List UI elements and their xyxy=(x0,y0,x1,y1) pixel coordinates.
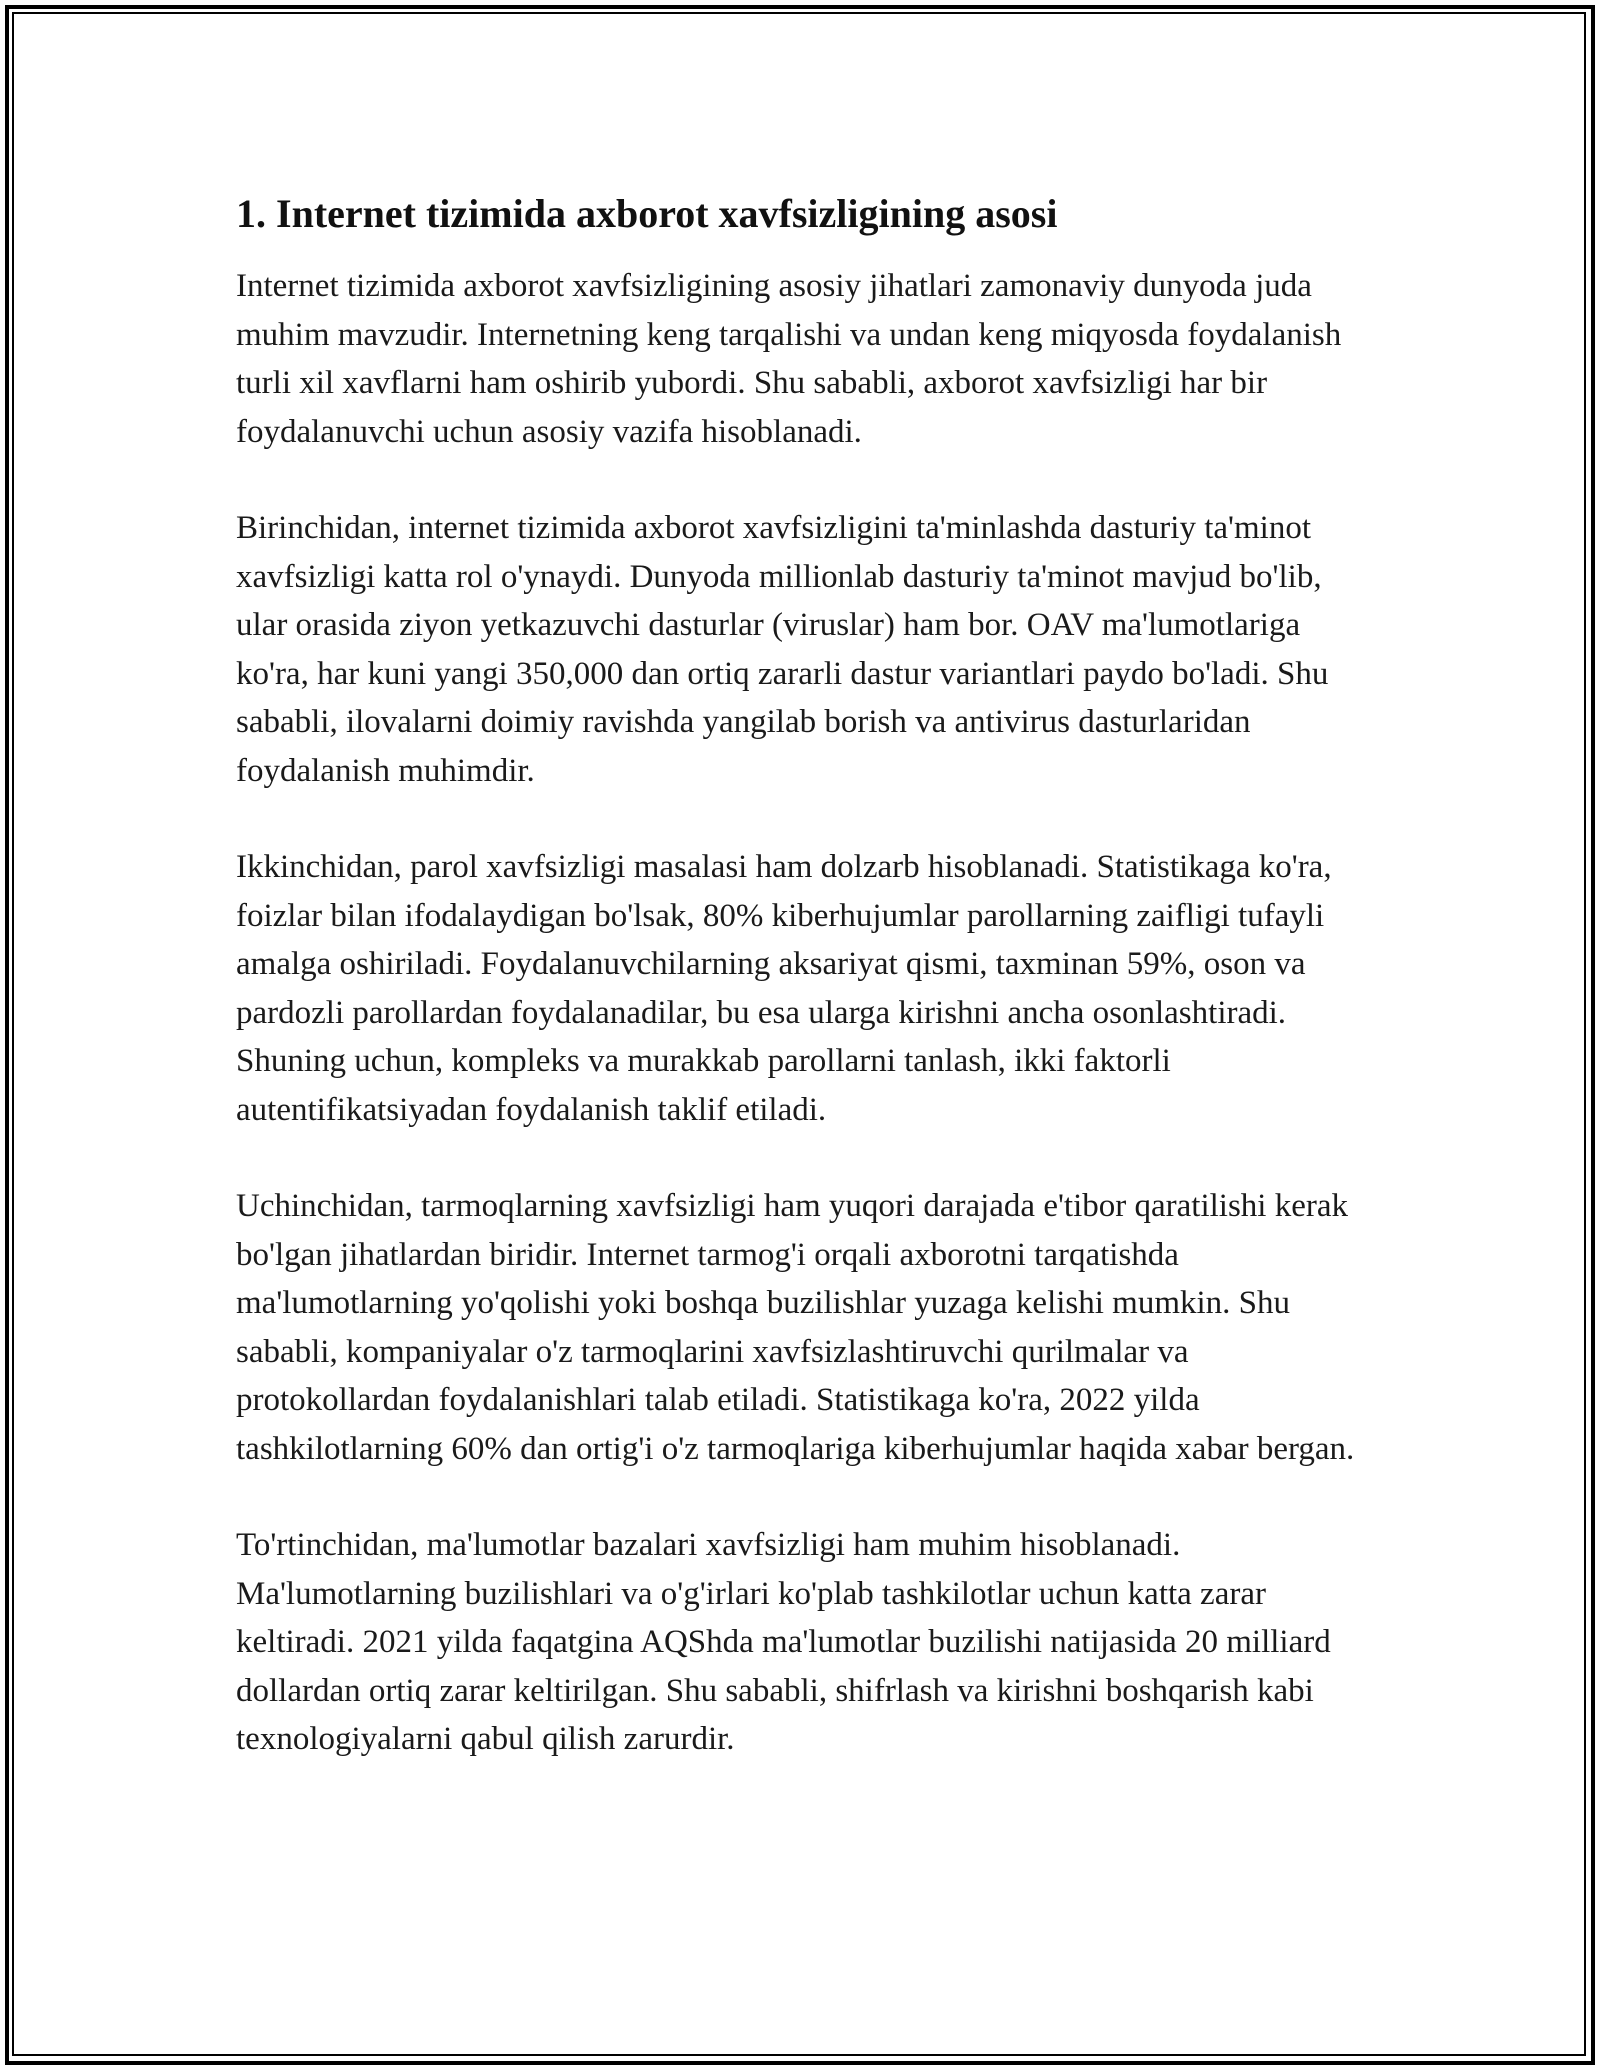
paragraph-database-security: To'rtinchidan, ma'lumotlar bazalari xavfsizligi ham muhim hisoblanadi. Ma'lumotlarning buzilishlari va o'g'irlari ko'plab tashkilotlar uchun katta zarar keltiradi. 2021 yilda faqatgina AQShda ma'lumotlar buzilishi natijasida 20 milliard dollardan ortiq zarar keltirilgan. Shu sababli, shifrlash va kirishni boshqarish kabi texnologiyalarni qabul qilish zarurdir. xyxy=(236,1527,1331,1757)
section-heading: 1. Internet tizimida axborot xavfsizligining asosi xyxy=(236,191,1058,236)
paragraph-intro: Internet tizimida axborot xavfsizligining asosiy jihatlari zamonaviy dunyoda juda muhim mavzudir. Internetning keng tarqalishi va undan keng miqyosda foydalanish turli xil xavflarni ham oshirib yubordi. Shu sababli, axborot xavfsizligi har bir foydalanuvchi uchun asosiy vazifa hisoblanadi. xyxy=(236,268,1342,450)
paragraph-network-security: Uchinchidan, tarmoqlarning xavfsizligi ham yuqori darajada e'tibor qaratilishi kerak bo'lgan jihatlardan biridir. Internet tarmog'i orqali axborotni tarqatishda ma'lumotlarning yo'qolishi yoki boshqa buzilishlar yuzaga kelishi mumkin. Shu sababli, kompaniyalar o'z tarmoqlarini xavfsizlashtiruvchi qurilmalar va protokollardan foydalanishlari talab etiladi. Statistikaga ko'ra, 2022 yilda tashkilotlarning 60% dan ortig'i o'z tarmoqlariga kiberhujumlar haqida xabar bergan. xyxy=(236,1188,1355,1467)
paragraph-password-security: Ikkinchidan, parol xavfsizligi masalasi ham dolzarb hisoblanadi. Statistikaga ko'ra, foizlar bilan ifodalaydigan bo'lsak, 80% kiberhujumlar parollarning zaifligi tufayli amalga oshiriladi. Foydalanuvchilarning aksariyat qismi, taxminan 59%, oson va pardozli parollardan foydalanadilar, bu esa ularga kirishni ancha osonlashtiradi. Shuning uchun, kompleks va murakkab parollarni tanlash, ikki faktorli autentifikatsiyadan foydalanish taklif etiladi. xyxy=(236,849,1332,1128)
document-body xyxy=(236,188,1376,1812)
paragraph-software-security: Birinchidan, internet tizimida axborot xavfsizligini ta'minlashda dasturiy ta'minot xavfsizligi katta rol o'ynaydi. Dunyoda millionlab dasturiy ta'minot mavjud bo'lib, ular orasida ziyon yetkazuvchi dasturlar (viruslar) ham bor. OAV ma'lumotlariga ko'ra, har kuni yangi 350,000 dan ortiq zararli dastur variantlari paydo bo'ladi. Shu sababli, ilovalarni doimiy ravishda yangilab borish va antivirus dasturlaridan foydalanish muhimdir. xyxy=(236,510,1329,789)
